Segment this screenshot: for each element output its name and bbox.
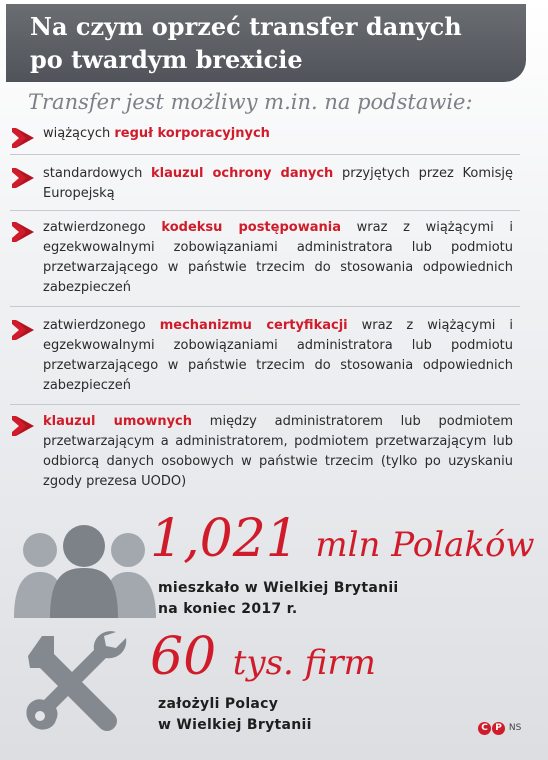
caption-line: na koniec 2017 r. <box>158 601 298 617</box>
publisher-icon: P <box>492 722 505 735</box>
list-item <box>10 124 520 148</box>
divider <box>10 154 520 155</box>
stat-number: 60 <box>150 627 217 687</box>
list-item-text: wiążących reguł korporacyjnych <box>43 126 270 141</box>
copyright-icon: C <box>478 722 491 735</box>
red-arrow-marker-icon <box>10 220 36 244</box>
stat-caption <box>158 694 312 736</box>
red-arrow-marker-icon <box>10 166 36 190</box>
page-title: Na czym oprzeć transfer danych po twardym brexicie <box>30 12 462 74</box>
stat-number: 1,021 <box>150 509 299 569</box>
stat-unit: mln Polaków <box>315 525 535 565</box>
caption-line: założyli Polacy <box>158 696 279 712</box>
divider <box>10 210 520 211</box>
divider <box>10 404 520 405</box>
credit <box>478 722 521 735</box>
subtitle: Transfer jest możliwy m.in. na podstawie: <box>28 90 473 114</box>
list-item <box>10 412 520 494</box>
stat-caption <box>158 578 399 620</box>
list-item-text: klauzul umownych między administratorem lub podmiotem przetwarzającym a administratorem, podmiotem przetwarzającym lub odbiorcą danych osobowych w państwie trzecim (tylko po uzyskaniu zgody prezesa UODO) <box>43 414 513 489</box>
list-item-text: standardowych klauzul ochrony danych przyjętych przez Komisję Europejską <box>43 166 513 201</box>
stat-companies <box>150 626 376 694</box>
caption-line: mieszkało w Wielkiej Brytanii <box>158 580 399 596</box>
wrench-screwdriver-icon <box>24 628 134 736</box>
red-arrow-marker-icon <box>10 414 36 438</box>
list-item-text: zatwierdzonego mechanizmu certyfikacji wraz z wiążącymi i egzekwowalnymi zobowiązaniami administratora lub podmiotu przetwarzającego w państwie trzecim do stosowania odpowiednich zabezpieczeń <box>43 318 513 393</box>
red-arrow-marker-icon <box>10 318 36 342</box>
list-item <box>10 164 520 204</box>
stat-population <box>150 508 535 576</box>
stat-unit: tys. firm <box>232 643 376 683</box>
list-item-text: zatwierdzonego kodeksu postępowania wraz z wiążącymi i egzekwowalnymi zobowiązaniami administratora lub podmiotu przetwarzającego w państwie trzecim do stosowania odpowiednich zabezpieczeń <box>43 220 513 295</box>
caption-line: w Wielkiej Brytanii <box>158 717 312 733</box>
list-item <box>10 218 520 300</box>
list-item <box>10 316 520 398</box>
title-banner <box>6 4 526 82</box>
author: NS <box>508 723 522 733</box>
red-arrow-marker-icon <box>10 126 36 150</box>
divider <box>10 306 520 307</box>
people-icon <box>10 520 160 618</box>
